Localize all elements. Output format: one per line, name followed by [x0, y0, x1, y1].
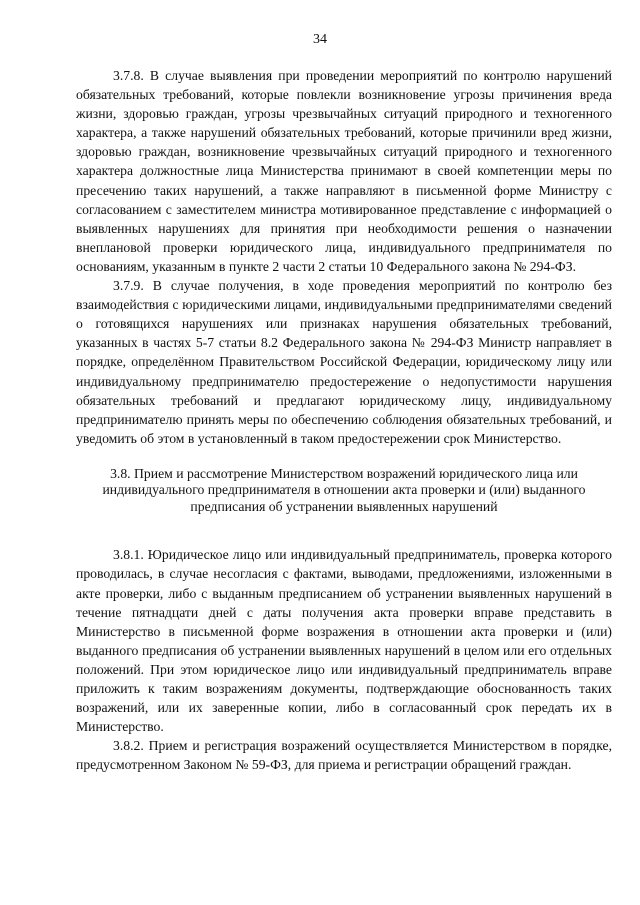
paragraph-3-8-1: 3.8.1. Юридическое лицо или индивидуальный предприниматель, проверка которого проводилась, в случае несогласия с фактами, выводами, предложениями, изложенными в акте проверки, либо с выданным предписанием об устранении выявленных нарушений в течение пятнадцати дней с даты получения акта проверки вправе представить в Министерство в письменной форме возражения в отношении акта проверки и (или) выданного предписания об устранении выявленных нарушений в целом или его отдельных положений. При этом юридическое лицо или индивидуальный предприниматель вправе приложить к таким возражениям документы, подтверждающие обоснованность таких возражений, или их заверенные копии, либо в согласованный срок передать их в Министерство. [76, 547, 612, 735]
paragraph-3-7-8: 3.7.8. В случае выявления при проведении мероприятий по контролю нарушений обязательных требований, которые повлекли возникновение угрозы причинения вреда жизни, здоровью граждан, угрозы чрезвычайных ситуаций природного и техногенного характера, а также нарушений обязательных требований, которые причинили вред жизни, здоровью граждан, возникновение чрезвычайных ситуаций природного и техногенного характера должностные лица Министерства принимают в своей компетенции меры по пресечению таких нарушений, а также направляют в письменной форме Министру с согласованием с заместителем министра мотивированное представление с информацией о выявленных нарушениях для принятия при необходимости решения о назначении внеплановой проверки юридического лица, индивидуального предпринимателя по основаниям, указанным в пункте 2 части 2 статьи 10 Федерального закона № 294-ФЗ. [76, 68, 612, 274]
paragraph-3-7-9: 3.7.9. В случае получения, в ходе проведения мероприятий по контролю без взаимодействия с юридическими лицами, индивидуальными предпринимателями сведений о готовящихся нарушениях или признаках нарушения обязательных требований, указанных в частях 5-7 статьи 8.2 Федерального закона № 294-ФЗ Министр направляет в порядке, определённом Правительством Российской Федерации, юридическому лицу или индивидуальному предпринимателю предостережение о недопустимости нарушения обязательных требований и предлагают юридическому лицу, индивидуальному предпринимателю принять меры по обеспечению соблюдения обязательных требований, и уведомить об этом в установленный в таком предостережении срок Министерство. [76, 278, 612, 446]
paragraph-3-8-2: 3.8.2. Прием и регистрация возражений осуществляется Министерством в порядке, предусмотренном Законом № 59-ФЗ, для приема и регистрации обращений граждан. [76, 738, 612, 773]
page-number: 34 [313, 32, 327, 47]
section-heading-3-8: 3.8. Прием и рассмотрение Министерством возражений юридического лица или индивидуального предпринимателя в отношении акта проверки и (или) выданного предписания об устранении выявленных нарушений [102, 465, 586, 514]
section-spacer [76, 515, 612, 545]
document-body [76, 66, 612, 775]
